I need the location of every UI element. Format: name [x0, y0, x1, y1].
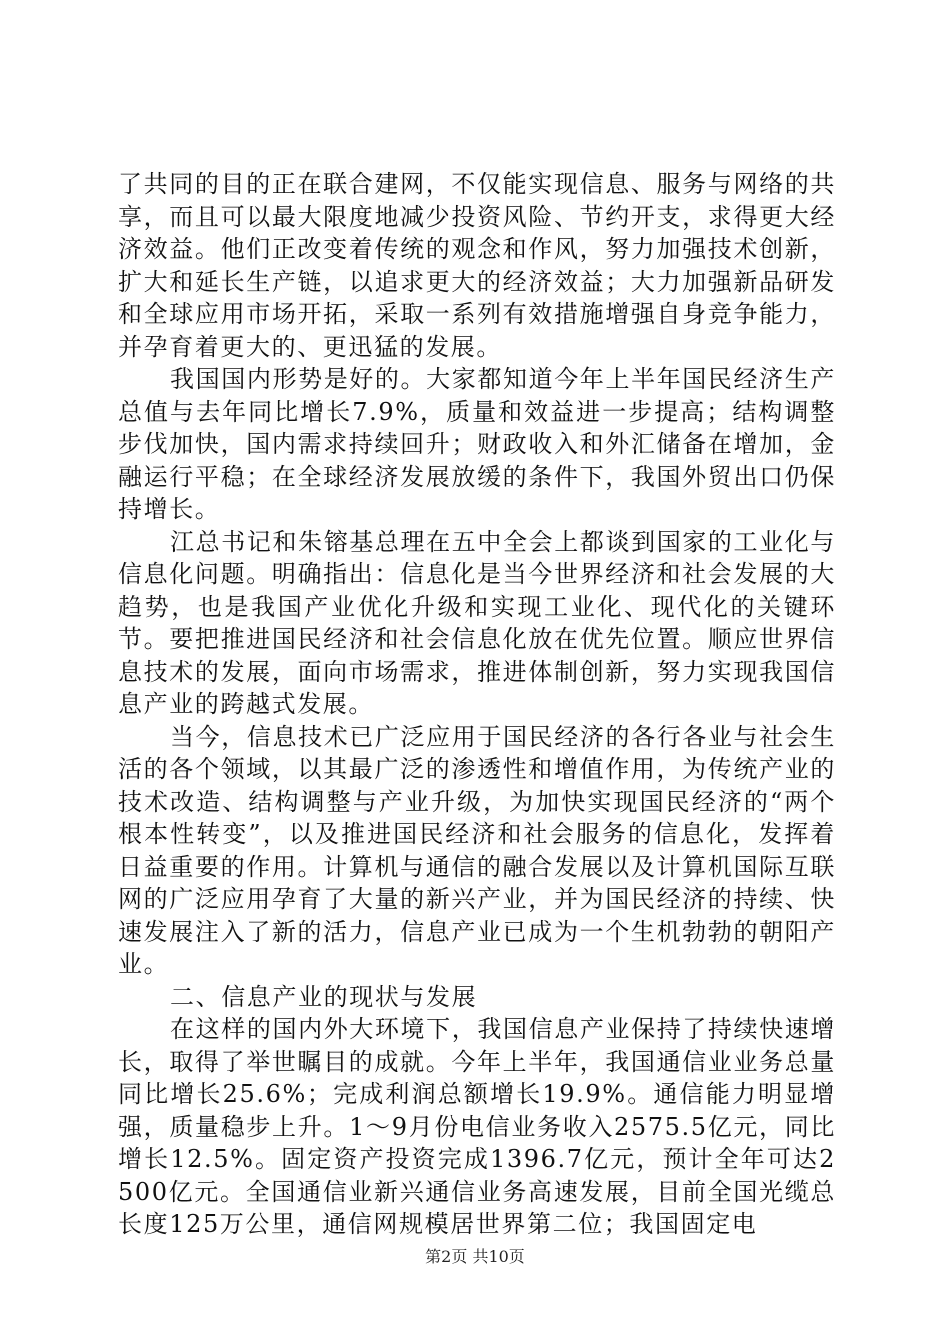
paragraph-1: 了共同的目的正在联合建网，不仅能实现信息、服务与网络的共享，而且可以最大限度地减少投资风险、节约开支，求得更大经济效益。他们正改变着传统的观念和作风，努力加强技术创新，扩大和延长生产链，以追求更大的经济效益；大力加强新品研发和全球应用市场开拓，采取一系列有效措施增强自身竞争能力，并孕育着更大的、更迅猛的发展。: [118, 170, 836, 361]
paragraph-3: 江总书记和朱镕基总理在五中全会上都谈到国家的工业化与信息化问题。明确指出：信息化是当今世界经济和社会发展的大趋势，也是我国产业优化升级和实现工业化、现代化的关键环节。要把推进国民经济和社会信息化放在优先位置。顺应世界信息技术的发展，面向市场需求，推进体制创新，努力实现我国信息产业的跨越式发展。: [118, 527, 836, 718]
paragraph-5: 在这样的国内外大环境下，我国信息产业保持了持续快速增长，取得了举世瞩目的成就。今年上半年，我国通信业业务总量同比增长25.6%；完成利润总额增长19.9%。通信能力明显增强，质量稳步上升。1～9月份电信业务收入2575.5亿元，同比增长12.5%。固定资产投资完成1396.7亿元，预计全年可达2500亿元。全国通信业新兴通信业务高速发展，目前全国光缆总长度125万公里，通信网规模居世界第二位；我国固定电: [118, 1015, 836, 1238]
document-body: [118, 168, 836, 1241]
section-heading: 二、信息产业的现状与发展: [170, 982, 478, 1011]
page-number-footer: 第2页 共10页: [425, 1247, 525, 1266]
paragraph-2: 我国国内形势是好的。大家都知道今年上半年国民经济生产总值与去年同比增长7.9%，质量和效益进一步提高；结构调整步伐加快，国内需求持续回升；财政收入和外汇储备在增加，金融运行平稳；在全球经济发展放缓的条件下，我国外贸出口仍保持增长。: [118, 365, 836, 523]
paragraph-4: 当今，信息技术已广泛应用于国民经济的各行各业与社会生活的各个领域，以其最广泛的渗透性和增值作用，为传统产业的技术改造、结构调整与产业升级，为加快实现国民经济的“两个根本性转变”，以及推进国民经济和社会服务的信息化，发挥着日益重要的作用。计算机与通信的融合发展以及计算机国际互联网的广泛应用孕育了大量的新兴产业，并为国民经济的持续、快速发展注入了新的活力，信息产业已成为一个生机勃勃的朝阳产业。: [118, 722, 836, 978]
